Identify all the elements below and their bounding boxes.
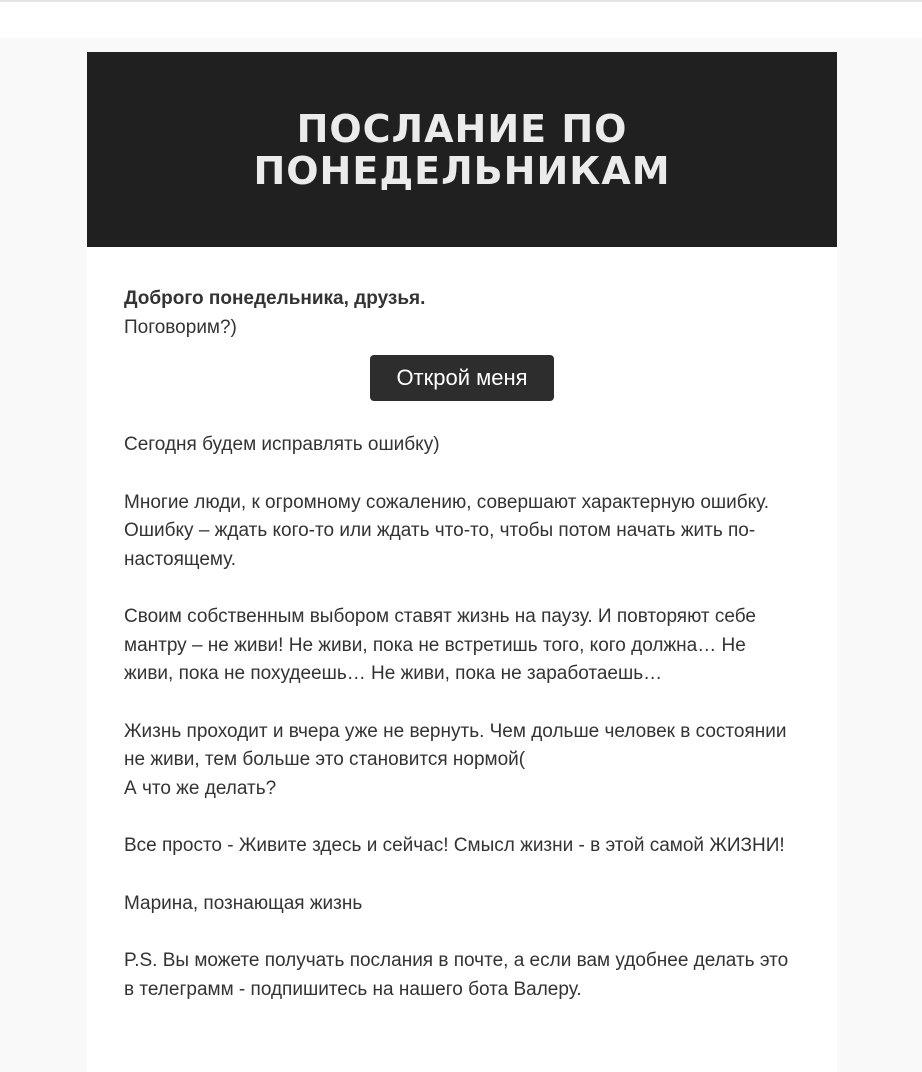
email-content xyxy=(87,247,837,1004)
paragraph-4-line-2: А что же делать? xyxy=(124,777,277,799)
greeting: Доброго понедельника, друзья. xyxy=(124,288,426,309)
paragraph-4 xyxy=(124,718,800,804)
email-body xyxy=(87,52,837,1072)
header-banner xyxy=(87,52,837,247)
paragraph-2: Многие люди, к огромному сожалению, совершают характерную ошибку. Ошибку – ждать кого-то или ждать что-то, чтобы потом начать жить по-настоящему. xyxy=(124,491,770,570)
paragraph-3: Своим собственным выбором ставят жизнь на паузу. И повторяют себе мантру – не живи! Не живи, пока не встретишь того, кого должна… Не живи, пока не похудеешь… Не живи, пока не заработаешь… xyxy=(124,606,756,684)
open-me-button[interactable]: Открой меня xyxy=(370,355,553,401)
greeting-subline: Поговорим?) xyxy=(124,316,237,338)
top-bar xyxy=(0,0,922,38)
signature: Марина, познающая жизнь xyxy=(124,892,363,914)
paragraph-5: Все просто - Живите здесь и сейчас! Смысл жизни - в этой самой ЖИЗНИ! xyxy=(124,835,785,856)
banner-title: ПОСЛАНИЕ ПО ПОНЕДЕЛЬНИКАМ xyxy=(253,106,671,193)
postscript: P.S. Вы можете получать послания в почте, а если вам удобнее делать это в телеграмм - подпишитесь на нашего бота Валеру. xyxy=(124,950,789,1000)
paragraph-1: Сегодня будем исправлять ошибку) xyxy=(124,434,440,455)
cta-wrapper xyxy=(124,355,800,401)
paragraph-4-line-1: Жизнь проходит и вчера уже не вернуть. Чем дольше человек в состоянии не живи, тем больше это становится нормой( xyxy=(124,720,787,770)
